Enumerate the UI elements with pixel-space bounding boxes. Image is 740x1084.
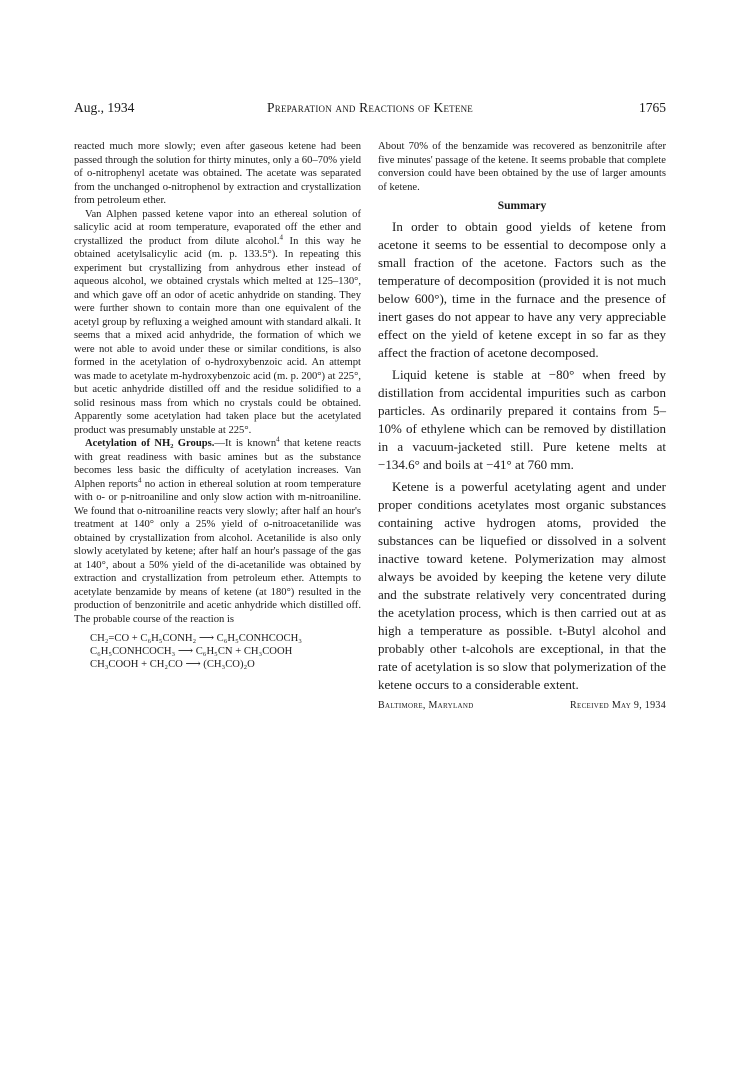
summary-paragraph-2: Liquid ketene is stable at −80° when freed by distillation from accidental impurities such as carbon particles. As ordinarily prepared it contains from 5–10% of ethylene which can be removed by distillation in a vacuum-jacketed still. Pure ketene melts at −134.6° and boils at −41° at 760 mm.: [378, 367, 666, 472]
section-run-in-heading: Acetylation of NH₂ Groups.: [85, 438, 215, 449]
article-footer: [378, 700, 666, 714]
equation-2: C₆H₅CONHCOCH₃ ⟶ C₆H₅CN + CH₃COOH: [90, 646, 293, 657]
paragraph-amines: [74, 437, 361, 626]
paragraph-amines-text-2: that ketene reacts with great readiness with basic amines but as the substance becomes less basic the difficulty of acetylation increases. Van Alphen reports: [74, 438, 361, 490]
summary-body: [378, 218, 666, 694]
footnote-ref: 4: [279, 232, 283, 241]
equation-3: CH₃COOH + CH₂CO ⟶ (CH₃CO)₂O: [90, 659, 255, 670]
running-header: [74, 100, 666, 122]
equation-1: CH₂=CO + C₆H₅CONH₂ ⟶ C₆H₅CONHCOCH₃: [90, 633, 302, 644]
reaction-equations: [90, 632, 361, 671]
paragraph-continued: reacted much more slowly; even after gaseous ketene had been passed through the solution for thirty minutes, only a 60–70% yield of o-nitrophenyl acetate was obtained. The acetate was separated from the unchanged o-nitrophenol by extraction and crystallization from petroleum ether.: [74, 141, 361, 206]
header-date: Aug., 1934: [74, 100, 135, 115]
page-number: 1765: [639, 100, 666, 115]
author-location: Baltimore, Maryland: [378, 700, 474, 711]
paragraph-amines-text: —It is known: [214, 438, 277, 449]
summary-paragraph-3: Ketene is a powerful acetylating agent and under proper conditions acetylates most organic substances containing active hydrogen atoms, provided the substances can be liquefied or dissolved in a solvent inactive toward ketene. Polymerization may almost always be avoided by keeping the ketene very dilute and the substrate relatively very concentrated during the acetylation process, which is then carried out at as high a temperature as possible. t-Butyl alcohol and probably other t-alcohols are exceptional, in that the rate of acetylation is so slow that polymerization of the ketene occurs to a considerable extent.: [378, 479, 666, 692]
left-column: [74, 140, 361, 671]
header-title: Preparation and Reactions of Ketene: [267, 100, 473, 115]
footnote-ref: 4: [276, 435, 280, 444]
paragraph-salicylic-text-2: In this way he obtained acetylsalicylic acid (m. p. 133.5°). In repeating this experiment but crystallizing from anhydrous ether instead of aqueous alcohol, we obtained crystals which melted at 125–130°, and which gave off an odor of acetic anhydride on standing. They were further shown to contain more than one equivalent of the acetyl group by refluxing a weighed amount with standard alkali. It seems that a mixed acid anhydride, the formation of which we were not able to avoid under these or similar conditions, is also formed in the acetylation of o-hydroxybenzoic acid. An attempt was made to acetylate m-hydroxybenzoic acid (m. p. 200°) at 225°, but acetic anhydride distilled off and the residue solidified to a solid resinous mass from which no crystals could be obtained. Apparently some acetylation had taken place but the acetylated product was presumably unstable at 225°.: [74, 235, 362, 436]
received-date: Received May 9, 1934: [570, 700, 666, 711]
right-column: [378, 140, 666, 714]
paragraph-benzamide: About 70% of the benzamide was recovered as benzonitrile after five minutes' passage of the ketene. It seems probable that complete conversion could have been obtained by the use of larger amounts of ketene.: [378, 141, 666, 193]
summary-paragraph-1: In order to obtain good yields of ketene from acetone it seems to be essential to decompose only a small fraction of the acetone. Factors such as the temperature of decomposition (provided it is not much below 600°), time in the furnace and the presence of inert gases do not appear to have any very appreciable effect on the yield of ketene except in so far as they affect the fraction of acetone decomposed.: [378, 219, 666, 360]
paragraph-salicylic: [74, 208, 361, 438]
paragraph-salicylic-text: Van Alphen passed ketene vapor into an ethereal solution of salicylic acid at room temperature, evaporated off the ether and crystallized the product from dilute alcohol.: [74, 208, 361, 247]
summary-heading: Summary: [497, 200, 547, 212]
paragraph-amines-text-3: no action in ethereal solution at room temperature with o- or p-nitroaniline and only slow action with m-nitroaniline. We found that o-nitroaniline reacts very slowly; after half an hour's treatment at 140° only a 25% yield of o-nitroacetanilide was obtained by crystallization from alcohol. Acetanilide is also only slowly acetylated by ketene; after half an hour's passage of the gas at 140°, about a 50% yield of the di-acetanilide was obtained by extraction and crystallization from petroleum ether. Attempts to acetylate benzamide by means of ketene (at 180°) resulted in the production of benzonitrile and acetic anhydride which distilled off. The probable course of the reaction is: [74, 478, 361, 625]
footnote-ref: 4: [137, 475, 142, 484]
